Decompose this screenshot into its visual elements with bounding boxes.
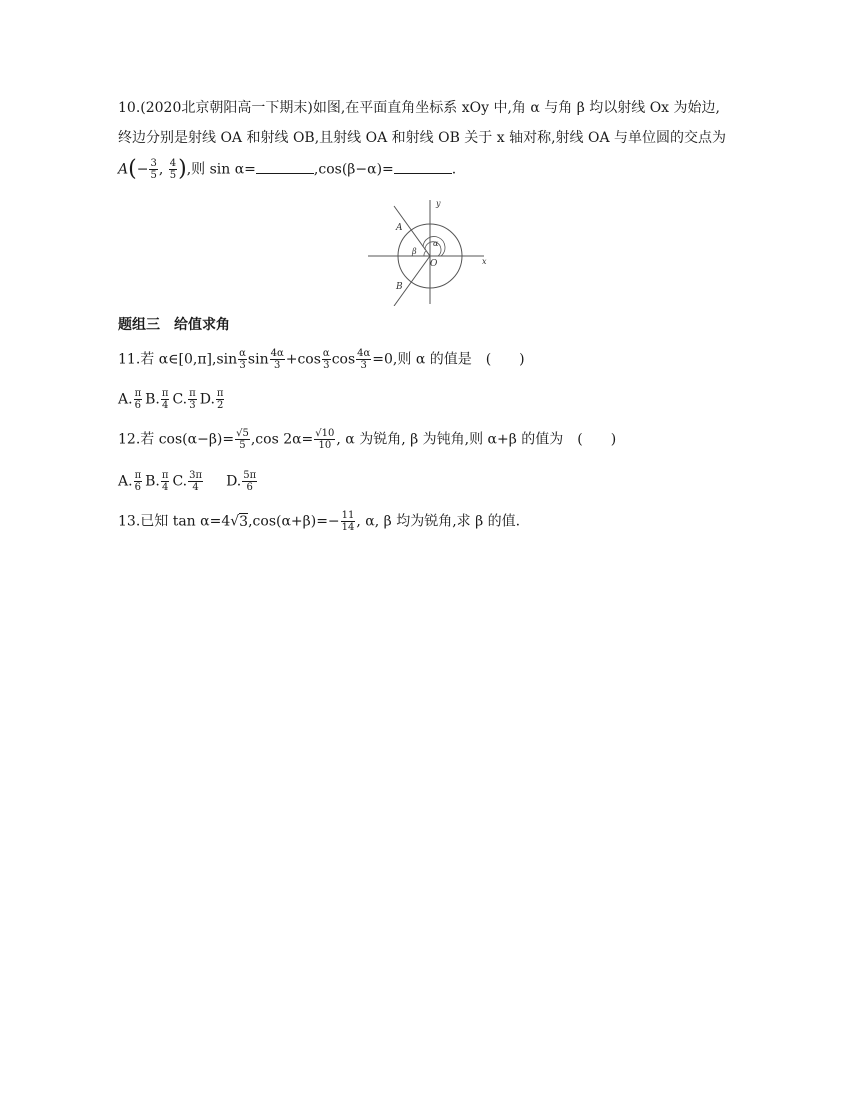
alpha-label: α (433, 239, 439, 248)
section-heading: 题组三 给值求角 (118, 317, 230, 333)
y-label: y (436, 199, 441, 208)
option-b[interactable]: B. $\frac{\pi}{4}$ (145, 470, 169, 493)
q10-text: ,则 sin α= (186, 161, 256, 178)
right-paren: ) (178, 156, 187, 182)
q11-stem: 11.若 α∈[0,π],sin $\frac{\alpha}{3}$ sin $\frac{4\alpha}{3}$ +cos $\frac{\alpha}{3}$ cos $\frac{4\alpha}{3}$ =0,则 α 的值是 ( ) (118, 348, 525, 371)
answer-blank[interactable] (394, 161, 452, 174)
point-b-figure-label: B (396, 282, 403, 292)
q10-end: . (451, 161, 457, 178)
beta-arc (424, 251, 426, 256)
fraction: $\frac{4\alpha}{3}$ (357, 348, 371, 371)
fraction: $\frac{4\alpha}{3}$ (270, 348, 284, 371)
left-paren: ( (128, 156, 137, 182)
sqrt-sign: √ (230, 513, 240, 530)
q12-stem: 12.若 cos(α−β)= $\frac{√5}{5}$ ,cos 2α= $\frac{√10}{10}$ , α 为锐角, β 为钝角,则 α+β 的值为 ( ) (118, 428, 617, 451)
fraction: $\frac{\alpha}{3}$ (322, 348, 330, 371)
option-d[interactable]: D. $\frac{\pi}{2}$ (199, 388, 224, 411)
option-c[interactable]: C. $\frac{3\pi}{4}$ (172, 470, 203, 493)
point-a-label: A (118, 161, 129, 178)
fraction: $\frac{√5}{5}$ (236, 428, 249, 451)
x-label: x (482, 257, 487, 266)
answer-blank[interactable] (256, 161, 314, 174)
beta-label: β (412, 247, 417, 256)
origin-label: O (430, 259, 438, 269)
fraction: $\frac{√10}{10}$ (315, 428, 335, 451)
option-c[interactable]: C. $\frac{\pi}{3}$ (172, 388, 196, 411)
fraction: $\frac{3}{5}$ (150, 158, 157, 181)
q11-options (118, 388, 227, 411)
unit-circle-figure (368, 196, 492, 306)
fraction: $\frac{11}{14}$ (341, 510, 355, 533)
fraction: $\frac{\alpha}{3}$ (239, 348, 246, 371)
q10-line1: 10.(2020北京朝阳高一下期末)如图,在平面直角坐标系 xOy 中,角 α 与角 β 均以射线 Ox 为始边, (118, 100, 720, 116)
option-d[interactable]: D. $\frac{5\pi}{6}$ (226, 470, 257, 493)
q12-options (118, 470, 260, 493)
option-a[interactable]: A. $\frac{\pi}{6}$ (118, 470, 142, 493)
q10-line3: A(− $\frac{3}{5}$ , $\frac{4}{5}$ ),则 sin α= ,cos(β−α)= . (118, 156, 457, 182)
sqrt-radicand: 3 (239, 513, 249, 530)
fraction: $\frac{4}{5}$ (169, 158, 177, 181)
option-b[interactable]: B. $\frac{\pi}{4}$ (145, 388, 169, 411)
option-a[interactable]: A. $\frac{\pi}{6}$ (118, 388, 142, 411)
q13-stem: 13.已知 tan α=4√3,cos(α+β)=− $\frac{11}{14}$ , α, β 均为锐角,求 β 的值. (118, 510, 521, 533)
q10-text: ,cos(β−α)= (313, 161, 394, 178)
q10-line2: 终边分别是射线 OA 和射线 OB,且射线 OA 和射线 OB 关于 x 轴对称,射线 OA 与单位圆的交点为 (118, 130, 727, 146)
point-a-figure-label: A (396, 223, 403, 233)
